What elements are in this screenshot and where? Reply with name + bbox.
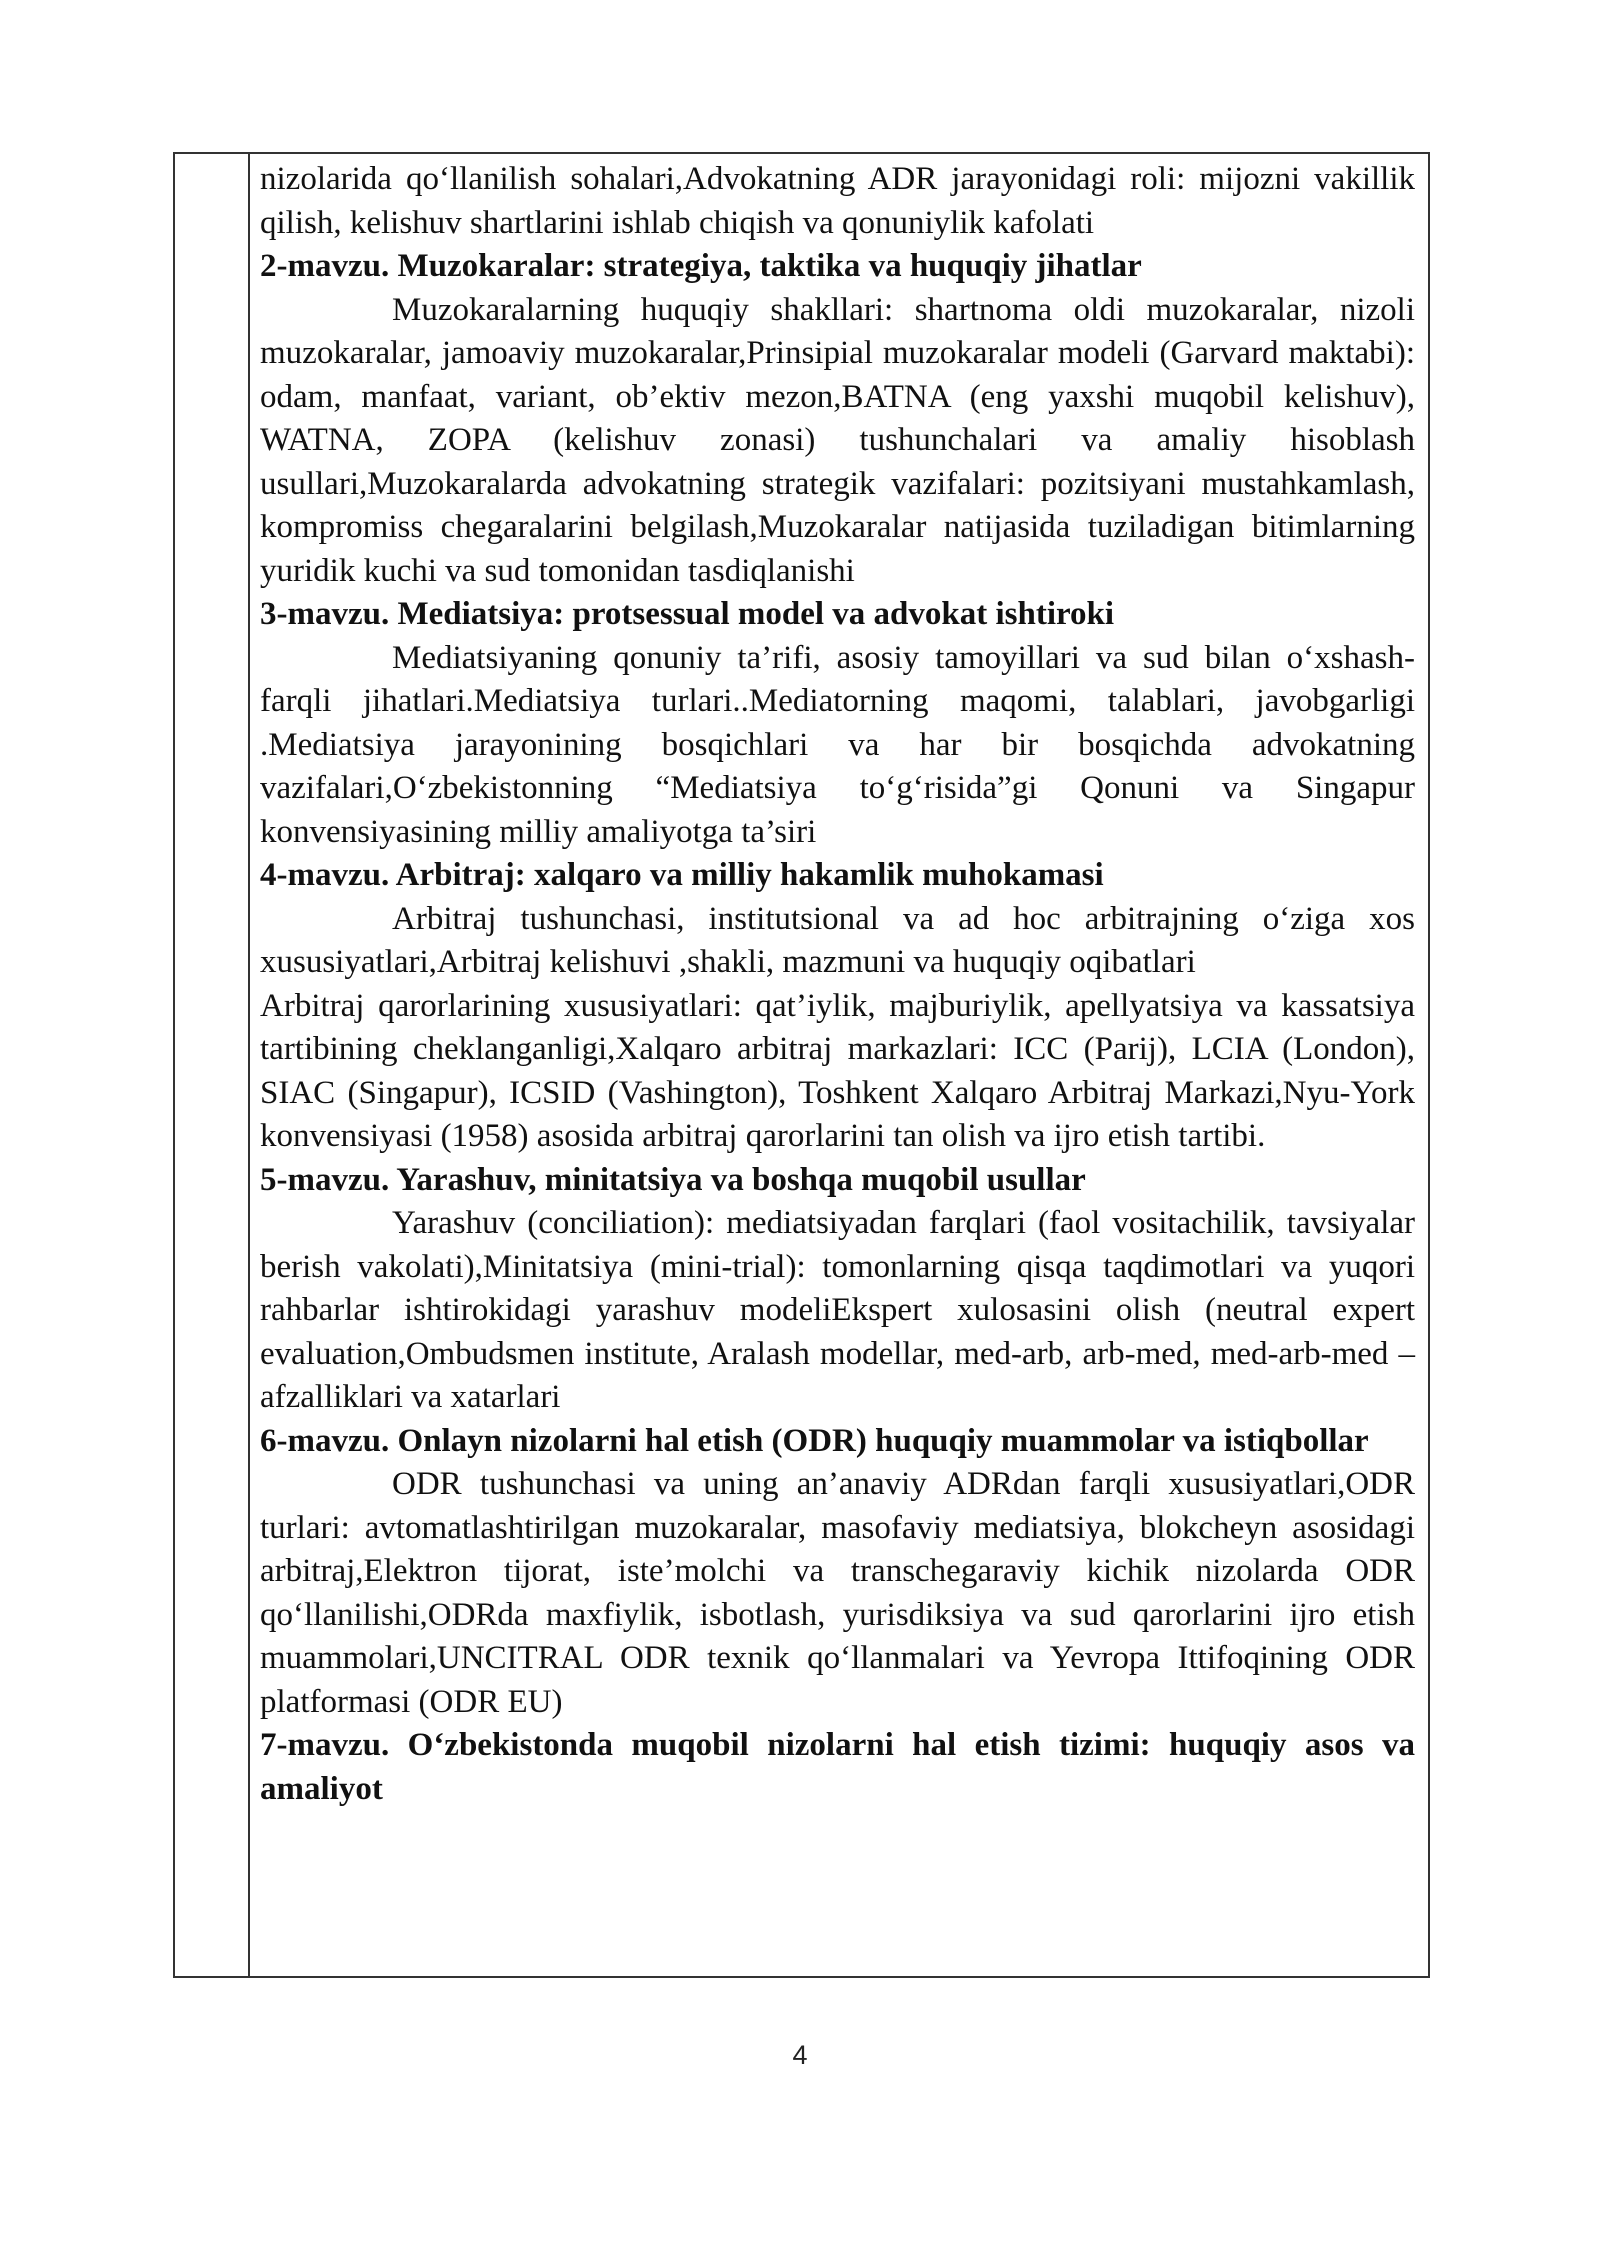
topic-4-body: Arbitraj tushunchasi, institutsional va ad hoc arbitrajning o‘ziga xos xususiyatlari,Arbitraj kelishuvi ,shakli, mazmuni va huquqiy oqibatlari: [260, 900, 1415, 980]
topic-3-body: Mediatsiyaning qonuniy ta’rifi, asosiy tamoyillari va sud bilan o‘xshash-farqli jihatlari.Mediatsiya turlari..Mediatorning maqomi, talablari, javobgarligi .Mediatsiya jarayonining bosqichlari va har bir bosqichda advokatning vazifalari,O‘zbekistonning “Mediatsiya to‘g‘risida”gi Qonuni va Singapur konvensiyasining milliy amaliyotga ta’siri: [260, 639, 1415, 850]
topic-7-heading: 7-mavzu. O‘zbekistonda muqobil nizolarni hal etish tizimi: huquqiy asos va amaliyot: [260, 1727, 1415, 1807]
topic-5-body: Yarashuv (conciliation): mediatsiyadan farqlari (faol vositachilik, tavsiyalar berish vakolati),Minitatsiya (mini-trial): tomonlarning qisqa taqdimotlari va yuqori rahbarlar ishtirokidagi yarashuv modeliEkspert xulosasini olish (neutral expert evaluation,Ombudsmen institute, Aralash modellar, med-arb, arb-med, med-arb-med – afzalliklari va xatarlari: [260, 1205, 1415, 1415]
topic-6-heading: 6-mavzu. Onlayn nizolarni hal etish (ODR) huquqiy muammolar va istiqbollar: [260, 1422, 1369, 1459]
topic-3-heading: 3-mavzu. Mediatsiya: protsessual model va advokat ishtiroki: [260, 596, 1115, 632]
table-content-cell: [260, 158, 1415, 1811]
topic-4-heading: 4-mavzu. Arbitraj: xalqaro va milliy hakamlik muhokamasi: [260, 857, 1104, 893]
topic-4-body-continued: Arbitraj qarorlarining xususiyatlari: qat’iylik, majburiylik, apellyatsiya va kassatsiya tartibining cheklanganligi,Xalqaro arbitraj markazlari: ICC (Parij), LCIA (London), SIAC (Singapur), ICSID (Vashington), Toshkent Xalqaro Arbitraj Markazi,Nyu-York konvensiyasi (1958) asosida arbitraj qarorlarini tan olish va ijro etish tartibi.: [260, 987, 1415, 1154]
content-table: [173, 152, 1430, 1978]
topic-2-body: Muzokaralarning huquqiy shakllari: shartnoma oldi muzokaralar, nizoli muzokaralar, jamoaviy muzokaralar,Prinsipial muzokaralar modeli (Garvard maktabi): odam, manfaat, variant, ob’ektiv mezon,BATNA (eng yaxshi muqobil kelishuv), WATNA, ZOPA (kelishuv zonasi) tushunchalari va amaliy hisoblash usullari,Muzokaralarda advokatning strategik vazifalari: pozitsiyani mustahkamlash, kompromiss chegaralarini belgilash,Muzokaralar natijasida tuziladigan bitimlarning yuridik kuchi va sud tomonidan tasdiqlanishi: [260, 291, 1415, 589]
topic-2-heading: 2-mavzu. Muzokaralar: strategiya, taktika va huquqiy jihatlar: [260, 248, 1142, 284]
intro-paragraph: nizolarida qo‘llanilish sohalari,Advokatning ADR jarayonidagi roli: mijozni vakillik qilish, kelishuv shartlarini ishlab chiqish va qonuniylik kafolati: [260, 161, 1415, 241]
table-left-column: [175, 154, 250, 1976]
page-number: 4: [792, 2040, 808, 2070]
topic-5-heading: 5-mavzu. Yarashuv, minitatsiya va boshqa muqobil usullar: [260, 1161, 1086, 1198]
topic-6-body: ODR tushunchasi va uning an’anaviy ADRdan farqli xususiyatlari,ODR turlari: avtomatlashtirilgan muzokaralar, masofaviy mediatsiya, blokcheyn asosidagi arbitraj,Elektron tijorat, iste’molchi va transchegaraviy kichik nizolarda ODR qo‘llanilishi,ODRda maxfiylik, isbotlash, yurisdiksiya va sud qarorlarini ijro etish muammolari,UNCITRAL ODR texnik qo‘llanmalari va Yevropa Ittifoqining ODR platformasi (ODR EU): [260, 1466, 1415, 1720]
